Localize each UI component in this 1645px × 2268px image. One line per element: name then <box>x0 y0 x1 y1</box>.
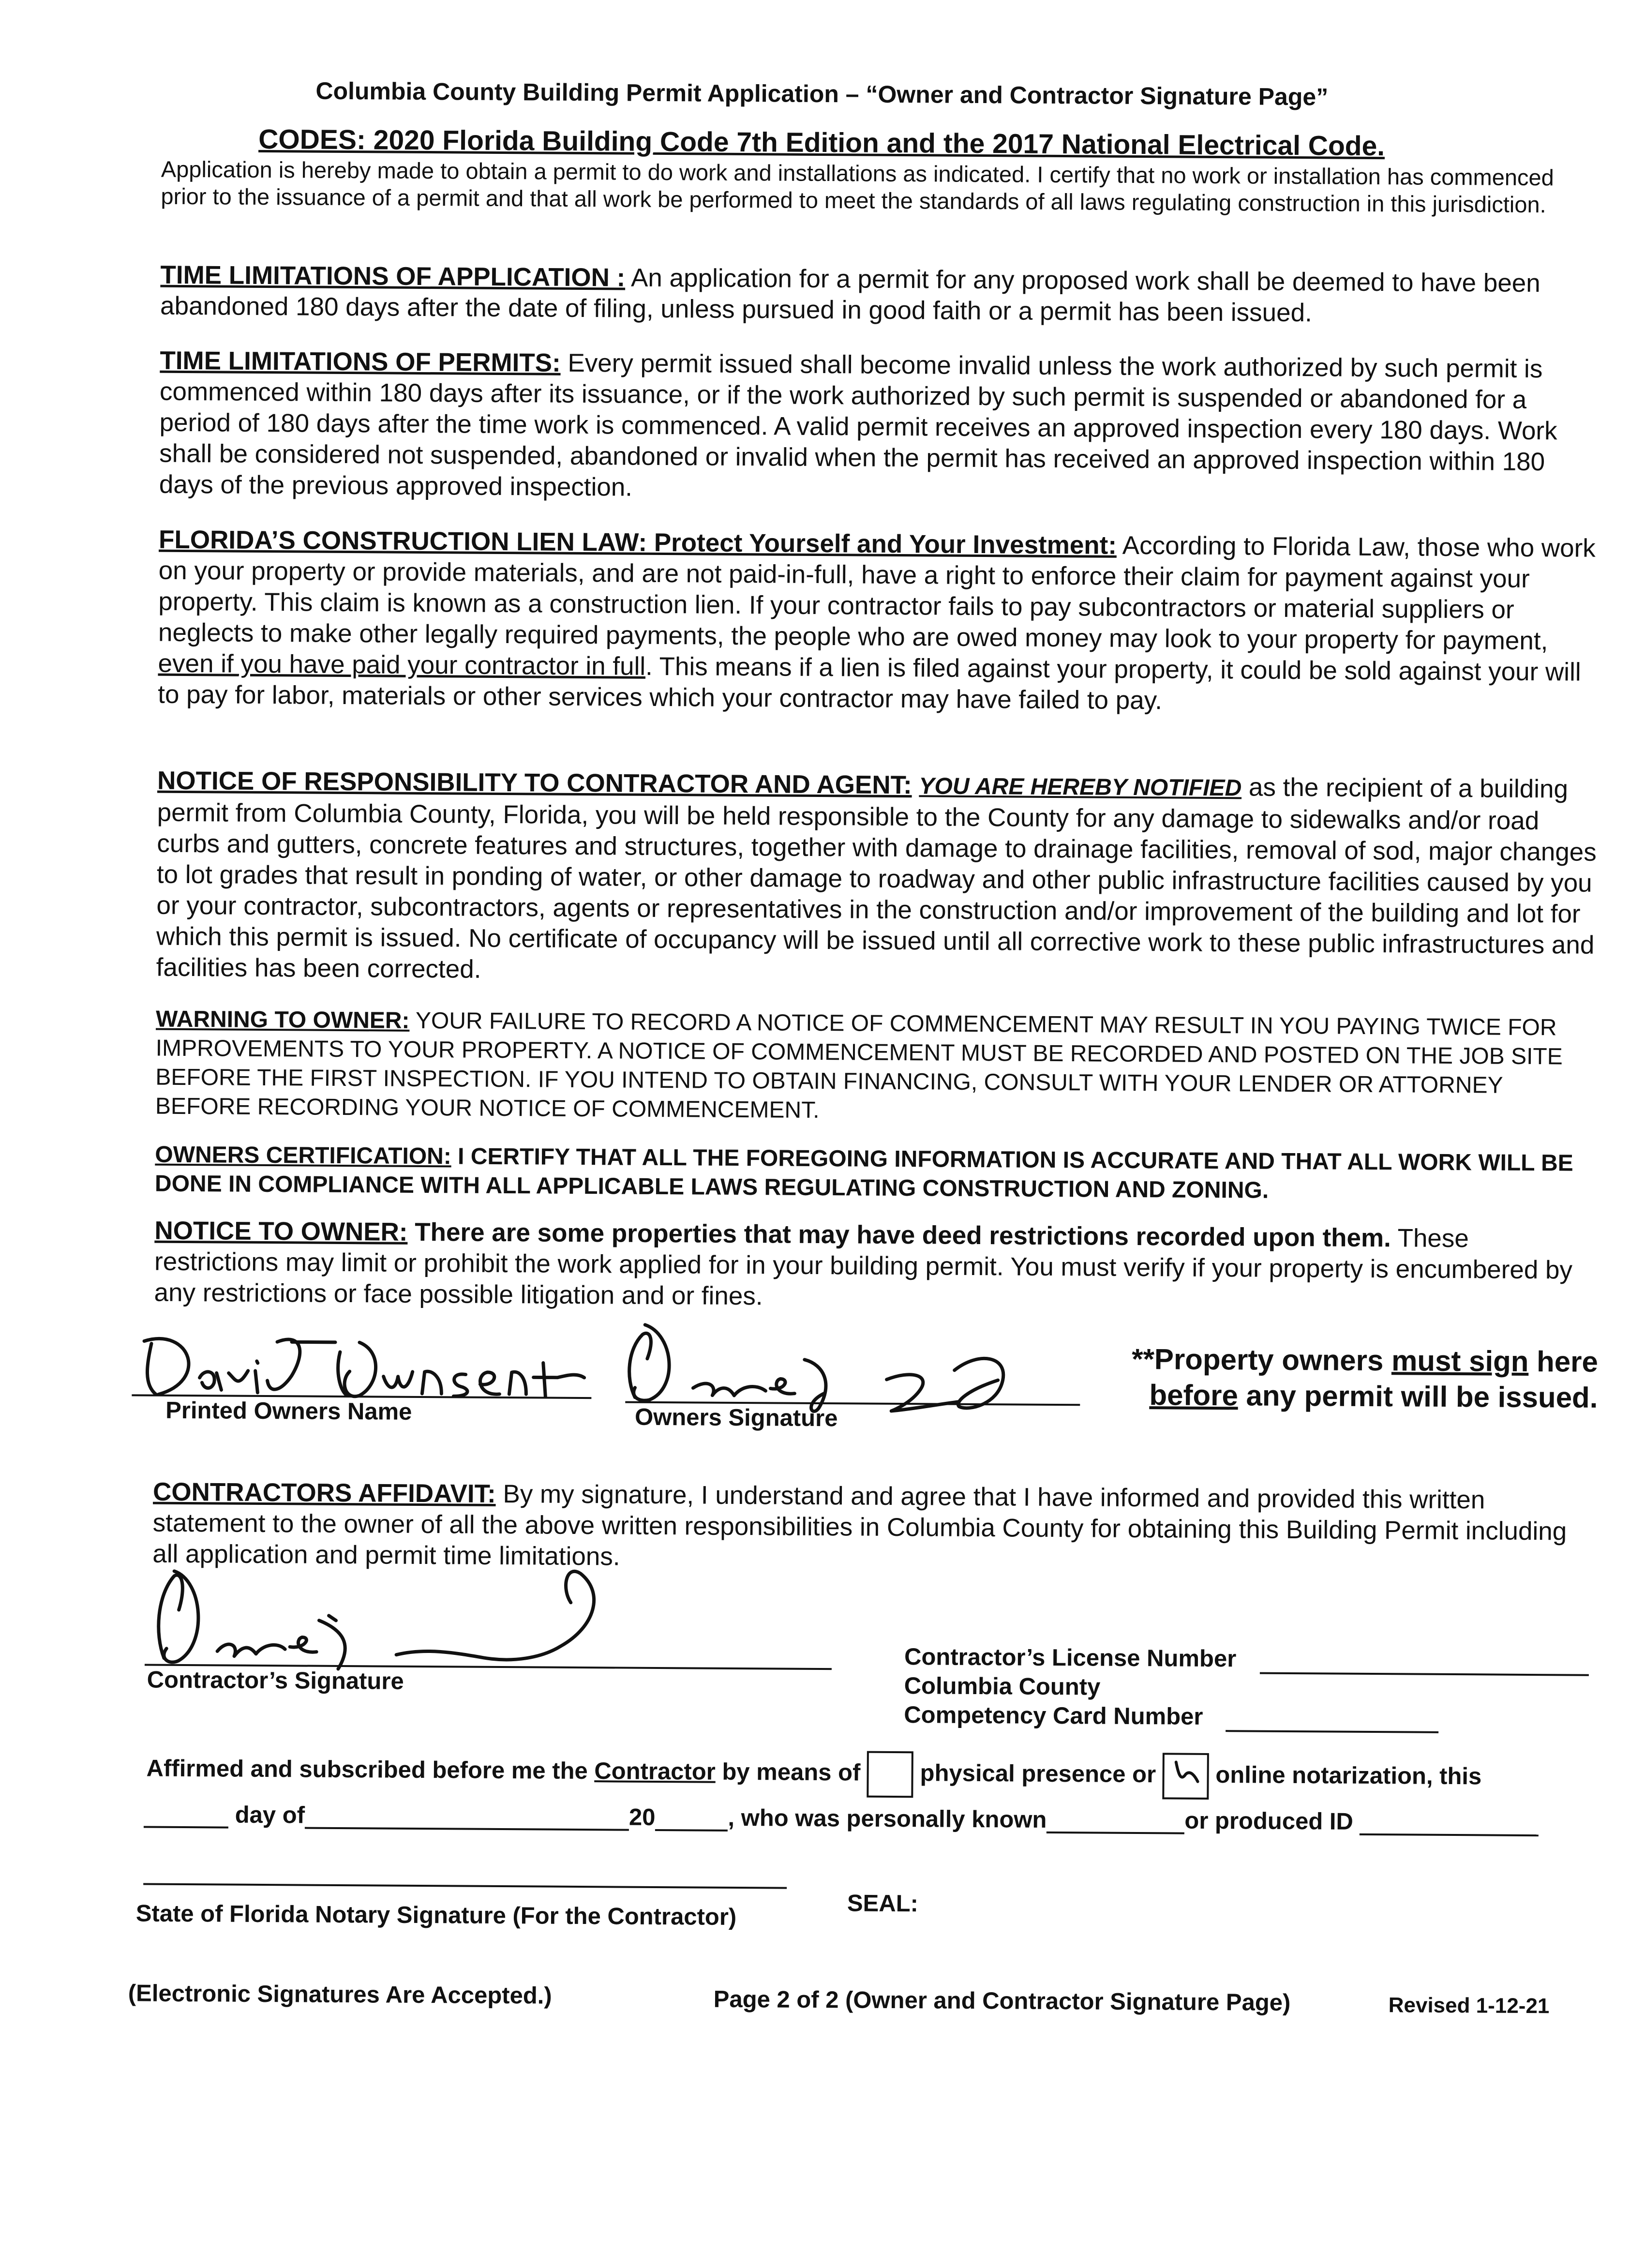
section-text: These restrictions may limit or prohibit the work applied for in your building permit. You must verify if your property is encumbered by any restrictions or face possible litigation and or fines. <box>154 1224 1573 1311</box>
checkbox-mark-icon <box>1169 1755 1203 1788</box>
section-heading: CONTRACTORS AFFIDAVIT: <box>152 1477 496 1508</box>
contractor-underlined: Contractor <box>594 1758 716 1785</box>
must-sign-text-mid: here <box>1528 1345 1599 1378</box>
section-heading: TIME LIMITATIONS OF APPLICATION : <box>160 260 626 292</box>
must-sign-text-start: **Property owners <box>1132 1342 1392 1377</box>
license-number-line <box>1260 1672 1589 1676</box>
section-text: YOUR FAILURE TO RECORD A NOTICE OF COMMENCEMENT MAY RESULT IN YOU PAYING TWICE FOR IMPROVEMENTS TO YOUR PROPERTY. A NOTICE OF COMMENCEMENT MUST BE RECORDED AND POSTED ON THE JOB SITE BEFORE THE FIRST INSPECTION. IF YOU INTEND TO OBTAIN FINANCING, CONSULT WITH YOUR LENDER OR ATTORNEY BEFORE RECORDING YOUR NOTICE OF COMMENCEMENT. <box>155 1007 1563 1124</box>
section-heading: TIME LIMITATIONS OF PERMITS: <box>160 346 561 377</box>
page-title: Columbia County Building Permit Application – “Owner and Contractor Signature Page” <box>315 77 1329 111</box>
month-blank[interactable] <box>305 1804 629 1831</box>
before-underlined: before <box>1149 1379 1239 1412</box>
online-notarization-checkbox[interactable] <box>1162 1753 1209 1800</box>
seal-label: SEAL: <box>847 1890 919 1917</box>
section-text-end: . This means if a lien is filed against your property, it could be sold against your will to pay for labor, materials or other services which your contractor may have failed to pay. <box>158 652 1581 715</box>
page-number: Page 2 of 2 (Owner and Contractor Signature Page) <box>713 1986 1291 2016</box>
contractor-signature-handwriting <box>145 1562 677 1676</box>
notice-to-owner <box>154 1216 1596 1317</box>
day-of-label: day of <box>235 1802 305 1829</box>
physical-presence-checkbox[interactable] <box>867 1751 914 1798</box>
codes-heading: CODES: 2020 Florida Building Code 7th Edition and the 2017 National Electrical Code. <box>258 123 1385 162</box>
electronic-signatures-note: (Electronic Signatures Are Accepted.) <box>128 1980 552 2009</box>
section-text: According to Florida Law, those who work on your property or provide materials, and are not paid-in-full, have a right to enforce their claim for payment against your property. This claim is known as a construction lien. If your contractor fails to pay subcontractors or material suppliers or neglects to make other legally required payments, the people who are owed money may look to your property for payment, <box>158 531 1596 656</box>
owners-signature-label: Owners Signature <box>634 1404 838 1432</box>
owners-certification <box>155 1141 1597 1207</box>
warning-to-owner <box>155 1005 1598 1130</box>
section-text: I CERTIFY THAT ALL THE FOREGOING INFORMATION IS ACCURATE AND THAT ALL WORK WILL BE DONE IN COMPLIANCE WITH ALL APPLICABLE LAWS REGULATING CONSTRUCTION AND ZONING. <box>154 1143 1573 1203</box>
personally-known-blank[interactable] <box>1047 1808 1184 1834</box>
year-blank[interactable] <box>655 1806 728 1832</box>
section-heading: OWNERS CERTIFICATION: <box>155 1142 451 1170</box>
notary-date-line <box>144 1801 1539 1837</box>
notary-signature-label: State of Florida Notary Signature (For the Contractor) <box>135 1900 737 1930</box>
printed-owners-name-label: Printed Owners Name <box>165 1397 412 1425</box>
revised-date: Revised 1-12-21 <box>1388 1993 1550 2018</box>
section-heading: NOTICE OF RESPONSIBILITY TO CONTRACTOR AND AGENT: <box>157 766 912 800</box>
license-number-label: Contractor’s License Number <box>904 1644 1237 1672</box>
construction-lien-law <box>158 525 1600 719</box>
notice-of-responsibility <box>156 766 1600 992</box>
section-heading: FLORIDA’S CONSTRUCTION LIEN LAW: Protect Yourself and Your Investment: <box>158 525 1117 560</box>
notary-signature-line <box>143 1883 787 1889</box>
section-underlined-text: even if you have paid your contractor in full <box>158 649 646 681</box>
section-bold-text: There are some properties that may have deed restrictions recorded upon them. <box>407 1217 1391 1253</box>
section-heading: WARNING TO OWNER: <box>155 1006 410 1034</box>
owner-signature-handwriting <box>620 1306 1037 1414</box>
online-notarization-label: online notarization, this <box>1215 1761 1482 1790</box>
printed-owner-name-handwriting <box>132 1322 606 1407</box>
day-number-blank[interactable] <box>144 1803 228 1829</box>
section-text: Every permit issued shall become invalid unless the work authorized by such permit is commenced within 180 days after its issuance, or if the work authorized by such permit is suspended or abandoned for a period of 180 days after the time work is commenced. A valid permit receives an approved inspection every 180 days. Work shall be considered not suspended, abandoned or invalid when the permit has received an approved inspection within 180 days of the previous approved inspection. <box>159 348 1557 502</box>
section-text: By my signature, I understand and agree that I have informed and provided this written statement to the owner of all the above written responsibilities in Columbia County for obtaining this Building Permit including all application and permit time limitations. <box>152 1479 1567 1571</box>
must-sign-notice <box>1090 1341 1598 1415</box>
section-text: as the recipient of a building permit from Columbia County, Florida, you will be held responsible to the County for any damage to sidewalks and/or road curbs and gutters, concrete features and structures, together with damage to drainage facilities, removal of sod, major changes to lot grades that result in ponding of water, or other damage to roadway and other public infrastructure facilities caused by you or your contractor, subcontractors, agents or representatives in the construction and/or improvement of the building and lot for which this permit is issued. No certificate of occupancy will be issued until all corrective work to these public infrastructures and facilities has been corrected. <box>156 773 1597 984</box>
produced-id-label: or produced ID <box>1184 1807 1354 1835</box>
affirmed-line <box>146 1747 1481 1802</box>
must-sign-underlined: must sign <box>1391 1344 1529 1378</box>
physical-presence-label: physical presence or <box>920 1760 1156 1788</box>
section-text: An application for a permit for any proposed work shall be deemed to have been abandoned 180 days after the date of filing, unless pursued in good faith or a permit has been issued. <box>160 263 1540 328</box>
personally-known-label: , who was personally known <box>728 1804 1047 1833</box>
time-limitations-application <box>160 260 1602 330</box>
notified-text: YOU ARE HEREBY NOTIFIED <box>919 773 1242 801</box>
time-limitations-permits <box>159 345 1602 509</box>
produced-id-blank[interactable] <box>1360 1810 1539 1836</box>
affirmed-text: Affirmed and subscribed before me the <box>146 1755 595 1785</box>
competency-card-line <box>1226 1730 1438 1733</box>
competency-card-label: Competency Card Number <box>904 1702 1203 1730</box>
contractor-signature-label: Contractor’s Signature <box>147 1667 404 1695</box>
intro-paragraph: Application is hereby made to obtain a permit to do work and installations as indicated. I certify that no work or installation has commenced prior to the issuance of a permit and that all work be performed to meet the standards of all laws regulating construction in this jurisdiction. <box>161 156 1554 218</box>
year-prefix: 20 <box>628 1804 656 1831</box>
by-means-text: by means of <box>715 1758 861 1786</box>
section-heading: NOTICE TO OWNER: <box>154 1216 408 1247</box>
columbia-county-label: Columbia County <box>904 1673 1101 1700</box>
must-sign-text-end: any permit will be issued. <box>1238 1379 1598 1414</box>
